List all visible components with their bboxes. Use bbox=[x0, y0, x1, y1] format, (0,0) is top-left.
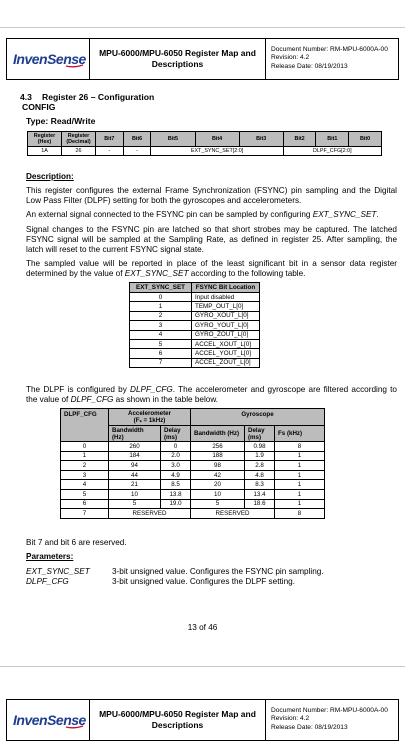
reserved-note: Bit 7 and bit 6 are reserved. bbox=[26, 538, 127, 547]
cell: 1 bbox=[275, 480, 325, 490]
table-row bbox=[61, 461, 325, 471]
cell: 2 bbox=[130, 311, 192, 320]
table-row bbox=[61, 499, 325, 509]
cell: 2.8 bbox=[245, 461, 275, 471]
fsync-table bbox=[129, 282, 260, 368]
cell: 7 bbox=[130, 358, 192, 367]
col-header: Accelerometer (Fₛ = 1kHz) bbox=[109, 409, 191, 426]
cell: DLPF_CFG[2:0] bbox=[283, 147, 381, 156]
cell: 13.4 bbox=[245, 489, 275, 499]
cell: 20 bbox=[191, 480, 245, 490]
table-row bbox=[61, 470, 325, 480]
cell: 1 bbox=[61, 451, 109, 461]
parameter-row bbox=[26, 567, 324, 577]
cell: ACCEL_YOUT_L[0] bbox=[192, 349, 260, 358]
cell: GYRO_YOUT_L[0] bbox=[192, 321, 260, 330]
cell: Input disabled bbox=[192, 293, 260, 302]
cell: 3 bbox=[61, 470, 109, 480]
cell: 5 bbox=[191, 499, 245, 509]
parameter-desc: 3-bit unsigned value. Configures the DLPF setting. bbox=[112, 577, 295, 586]
cell: 26 bbox=[62, 147, 96, 156]
cell: 4 bbox=[61, 480, 109, 490]
cell: 5 bbox=[109, 499, 161, 509]
parameter-name: DLPF_CFG bbox=[26, 577, 69, 586]
table-row bbox=[130, 311, 260, 320]
col-header: Delay (ms) bbox=[245, 426, 275, 442]
table-row bbox=[61, 489, 325, 499]
bottom-rule bbox=[0, 666, 405, 667]
col-header: Bit2 bbox=[283, 132, 316, 147]
table-row bbox=[61, 480, 325, 490]
cell: 4.8 bbox=[245, 470, 275, 480]
table-row bbox=[130, 302, 260, 311]
cell: 42 bbox=[191, 470, 245, 480]
cell: ACCEL_XOUT_L[0] bbox=[192, 339, 260, 348]
section-title: Register 26 – Configuration bbox=[42, 92, 155, 102]
table-header-row bbox=[61, 409, 325, 426]
cell: ACCEL_ZOUT_L[0] bbox=[192, 358, 260, 367]
col-header: Bit6 bbox=[123, 132, 151, 147]
cell: 8 bbox=[275, 442, 325, 452]
register-bit-table bbox=[27, 131, 382, 156]
dlpf-table bbox=[60, 408, 325, 519]
col-header: Register (Decimal) bbox=[62, 132, 96, 147]
table-row bbox=[28, 147, 382, 156]
col-header: EXT_SYNC_SET bbox=[130, 283, 192, 293]
cell: RESERVED bbox=[109, 509, 191, 519]
section-title-cont: CONFIG bbox=[22, 102, 56, 112]
release-date: Release Date: 08/19/2013 bbox=[271, 723, 348, 731]
document-meta bbox=[266, 39, 398, 79]
cell: 0.98 bbox=[245, 442, 275, 452]
parameters-label: Parameters: bbox=[26, 552, 74, 561]
cell: - bbox=[123, 147, 151, 156]
col-header: Bit3 bbox=[239, 132, 283, 147]
cell: 13.8 bbox=[161, 489, 191, 499]
table-row bbox=[130, 349, 260, 358]
table-row bbox=[130, 358, 260, 367]
invensense-logo bbox=[7, 39, 90, 79]
register-type: Type: Read/Write bbox=[26, 116, 96, 126]
section-heading bbox=[20, 92, 154, 112]
parameter-row bbox=[26, 577, 295, 587]
col-header: Bit7 bbox=[96, 132, 124, 147]
document-title: MPU-6000/MPU-6050 Register Map and Descriptions bbox=[90, 39, 266, 79]
description-p2: An external signal connected to the FSYNC pin can be sampled by configuring EXT_SYNC_SET. bbox=[26, 210, 379, 219]
cell: RESERVED bbox=[191, 509, 275, 519]
col-header: Bit4 bbox=[195, 132, 239, 147]
col-header: Bit0 bbox=[349, 132, 382, 147]
cell: 18.6 bbox=[245, 499, 275, 509]
page-number: 13 of 46 bbox=[187, 623, 218, 632]
cell: 4.9 bbox=[161, 470, 191, 480]
table-row bbox=[130, 330, 260, 339]
cell: 10 bbox=[191, 489, 245, 499]
document-title: MPU-6000/MPU-6050 Register Map and Descriptions bbox=[90, 700, 266, 740]
description-label: Description: bbox=[26, 172, 74, 181]
table-row bbox=[130, 339, 260, 348]
col-header: Gyroscope bbox=[191, 409, 325, 426]
cell: 256 bbox=[191, 442, 245, 452]
cell: 44 bbox=[109, 470, 161, 480]
cell: 1 bbox=[275, 461, 325, 471]
cell: 10 bbox=[109, 489, 161, 499]
cell: 0 bbox=[61, 442, 109, 452]
table-row bbox=[61, 509, 325, 519]
cell: 0 bbox=[161, 442, 191, 452]
next-page-header bbox=[6, 699, 399, 741]
release-date: Release Date: 08/19/2013 bbox=[271, 62, 348, 70]
section-number: 4.3 bbox=[20, 92, 32, 102]
table-row bbox=[61, 442, 325, 452]
cell: 1 bbox=[275, 499, 325, 509]
cell: GYRO_XOUT_L[0] bbox=[192, 311, 260, 320]
description-p1: This register configures the external Frame Synchronization (FSYNC) pin sampling and the Digital Low Pass Filter (DLPF) setting for both the gyroscopes and accelerometers. bbox=[26, 186, 397, 205]
cell: 2.0 bbox=[161, 451, 191, 461]
col-header: Register (Hex) bbox=[28, 132, 62, 147]
cell: 1.9 bbox=[245, 451, 275, 461]
cell: 0 bbox=[130, 293, 192, 302]
table-row bbox=[130, 293, 260, 302]
description-p4: The sampled value will be reported in place of the least significant bit in a sensor data register determined by the value of EXT_SYNC_SET according to the following table. bbox=[26, 259, 397, 278]
table-header-row bbox=[130, 283, 260, 293]
revision: Revision: 4.2 bbox=[271, 715, 310, 723]
table-header-row bbox=[28, 132, 382, 147]
description-p3: Signal changes to the FSYNC pin are latched so that short strobes may be captured. The latched FSYNC signal will be sampled at the Sampling Rate, as defined in register 25. After sampling, the latch will reset to the current FSYNC signal state. bbox=[26, 225, 397, 254]
cell: 94 bbox=[109, 461, 161, 471]
dlpf-table-body bbox=[61, 442, 325, 509]
cell: 260 bbox=[109, 442, 161, 452]
doc-number: Document Number: RM-MPU-6000A-00 bbox=[271, 46, 388, 53]
cell: 21 bbox=[109, 480, 161, 490]
cell: 1 bbox=[275, 489, 325, 499]
fsync-table-body bbox=[130, 293, 260, 368]
table-row bbox=[61, 451, 325, 461]
cell: 5 bbox=[61, 489, 109, 499]
top-rule bbox=[0, 27, 405, 28]
cell: GYRO_ZOUT_L[0] bbox=[192, 330, 260, 339]
cell: 6 bbox=[61, 499, 109, 509]
cell: EXT_SYNC_SET[2:0] bbox=[151, 147, 283, 156]
parameter-name: EXT_SYNC_SET bbox=[26, 567, 90, 576]
cell: 5 bbox=[130, 339, 192, 348]
col-header: FSYNC Bit Location bbox=[192, 283, 260, 293]
col-header: Bit1 bbox=[316, 132, 349, 147]
dlpf-paragraph: The DLPF is configured by DLPF_CFG. The accelerometer and gyroscope are filtered according to the value of DLPF_CFG as shown in the table below. bbox=[26, 385, 397, 404]
cell: 8.3 bbox=[245, 480, 275, 490]
cell: - bbox=[96, 147, 124, 156]
cell: 3.0 bbox=[161, 461, 191, 471]
revision: Revision: 4.2 bbox=[271, 54, 310, 62]
cell: 1A bbox=[28, 147, 62, 156]
svg-text:InvenSense: InvenSense bbox=[13, 51, 86, 67]
cell: 1 bbox=[130, 302, 192, 311]
cell: 8 bbox=[275, 509, 325, 519]
col-header: Fs (kHz) bbox=[275, 426, 325, 442]
cell: 8.5 bbox=[161, 480, 191, 490]
cell: 7 bbox=[61, 509, 109, 519]
col-header: DLPF_CFG bbox=[61, 409, 109, 442]
cell: 4 bbox=[130, 330, 192, 339]
col-header: Delay (ms) bbox=[161, 426, 191, 442]
cell: 1 bbox=[275, 470, 325, 480]
col-header: Bandwidth (Hz) bbox=[191, 426, 245, 442]
cell: 184 bbox=[109, 451, 161, 461]
document-meta bbox=[266, 700, 398, 740]
cell: 19.0 bbox=[161, 499, 191, 509]
doc-number: Document Number: RM-MPU-6000A-00 bbox=[271, 707, 388, 714]
cell: TEMP_OUT_L[0] bbox=[192, 302, 260, 311]
page-header bbox=[6, 38, 399, 80]
cell: 2 bbox=[61, 461, 109, 471]
invensense-logo bbox=[7, 700, 90, 740]
cell: 6 bbox=[130, 349, 192, 358]
svg-text:InvenSense: InvenSense bbox=[13, 712, 86, 728]
col-header: Bandwidth (Hz) bbox=[109, 426, 161, 442]
col-header: Bit5 bbox=[151, 132, 195, 147]
parameter-desc: 3-bit unsigned value. Configures the FSYNC pin sampling. bbox=[112, 567, 324, 576]
table-row bbox=[130, 321, 260, 330]
cell: 1 bbox=[275, 451, 325, 461]
cell: 3 bbox=[130, 321, 192, 330]
cell: 98 bbox=[191, 461, 245, 471]
cell: 188 bbox=[191, 451, 245, 461]
